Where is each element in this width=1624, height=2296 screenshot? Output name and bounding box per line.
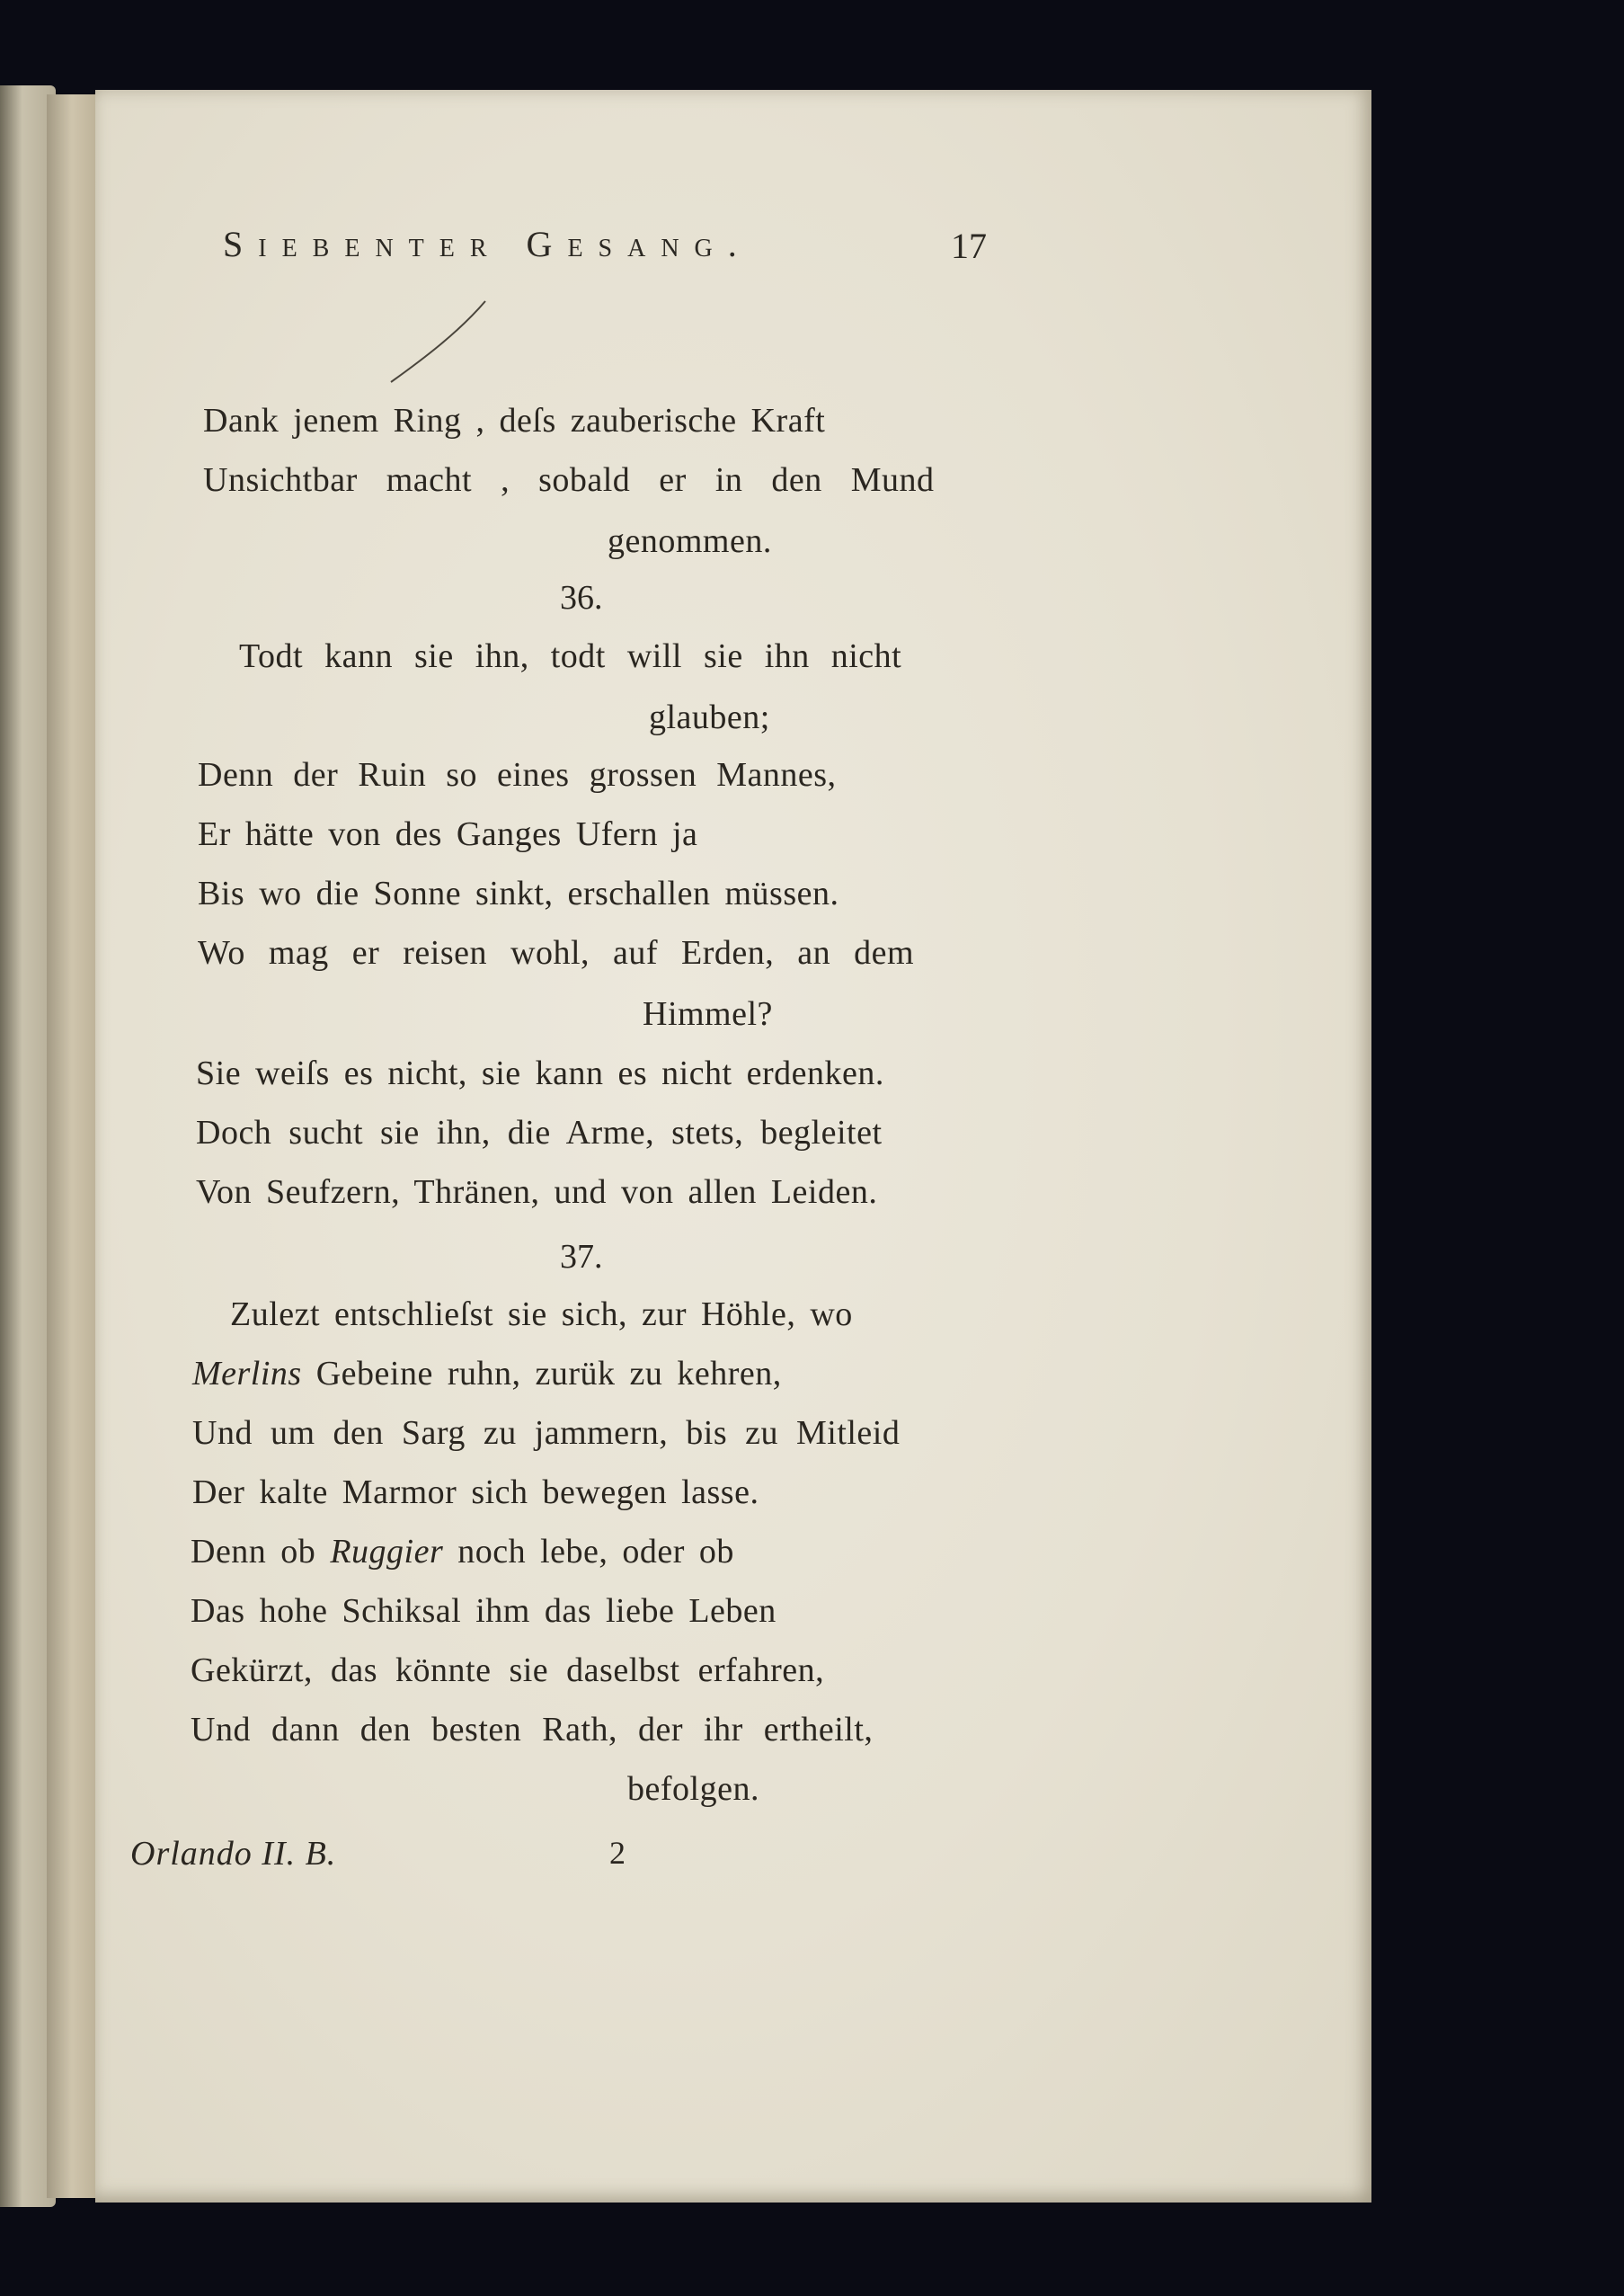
- verse-text: Denn ob: [191, 1533, 331, 1571]
- verse-line: Und um den Sarg zu jammern, bis zu Mitleid: [192, 1414, 901, 1452]
- verse-line: Und dann den besten Rath, der ihr ertheilt,: [191, 1711, 874, 1749]
- verse-line: Von Seufzern, Thränen, und von allen Leiden.: [196, 1173, 878, 1211]
- stanza-number: 36.: [560, 579, 603, 617]
- verse-line: [191, 1532, 734, 1571]
- running-title: Siebenter Gesang.: [223, 224, 752, 264]
- verse-line: Gekürzt, das könnte sie daselbst erfahren,: [191, 1651, 825, 1689]
- page-number: 17: [951, 226, 987, 266]
- stanza-number: 37.: [560, 1238, 603, 1276]
- pencil-stroke: [386, 297, 494, 387]
- verse-line: Der kalte Marmor sich bewegen lasse.: [192, 1473, 759, 1511]
- signature-mark: Orlando II. B.: [130, 1835, 337, 1873]
- verse-line: Unsichtbar macht , sobald er in den Mund: [203, 461, 935, 499]
- sheet-number: 2: [609, 1835, 626, 1871]
- verse-line: genommen.: [608, 522, 772, 560]
- verse-line: befolgen.: [627, 1770, 759, 1808]
- page-header: [223, 223, 987, 277]
- verse-line: Todt kann sie ihn, todt will sie ihn nicht: [239, 637, 902, 675]
- verse-line: Himmel?: [643, 995, 773, 1033]
- verse-line: glauben;: [649, 699, 770, 736]
- proper-name: Merlins: [192, 1355, 302, 1393]
- book-gutter: [47, 94, 102, 2198]
- verse-line: Wo mag er reisen wohl, auf Erden, an dem: [198, 934, 915, 972]
- proper-name: Ruggier: [330, 1533, 444, 1571]
- verse-line: Er hätte von des Ganges Ufern ja: [198, 815, 698, 853]
- verse-line: Doch sucht sie ihn, die Arme, stets, begleitet: [196, 1114, 883, 1152]
- verse-line: [192, 1354, 782, 1393]
- verse-text: noch lebe, oder ob: [443, 1533, 734, 1571]
- verse-line: Sie weiſs es nicht, sie kann es nicht erdenken.: [196, 1055, 884, 1092]
- verse-line: Dank jenem Ring , deſs zauberische Kraft: [203, 402, 826, 440]
- verse-line: Zulezt entschlieſst sie sich, zur Höhle, wo: [230, 1295, 853, 1333]
- verse-text: Gebeine ruhn, zurük zu kehren,: [301, 1355, 782, 1393]
- verse-line: Bis wo die Sonne sinkt, erschallen müssen.: [198, 875, 839, 912]
- verse-line: Denn der Ruin so eines grossen Mannes,: [198, 756, 837, 794]
- verse-line: Das hohe Schiksal ihm das liebe Leben: [191, 1592, 777, 1630]
